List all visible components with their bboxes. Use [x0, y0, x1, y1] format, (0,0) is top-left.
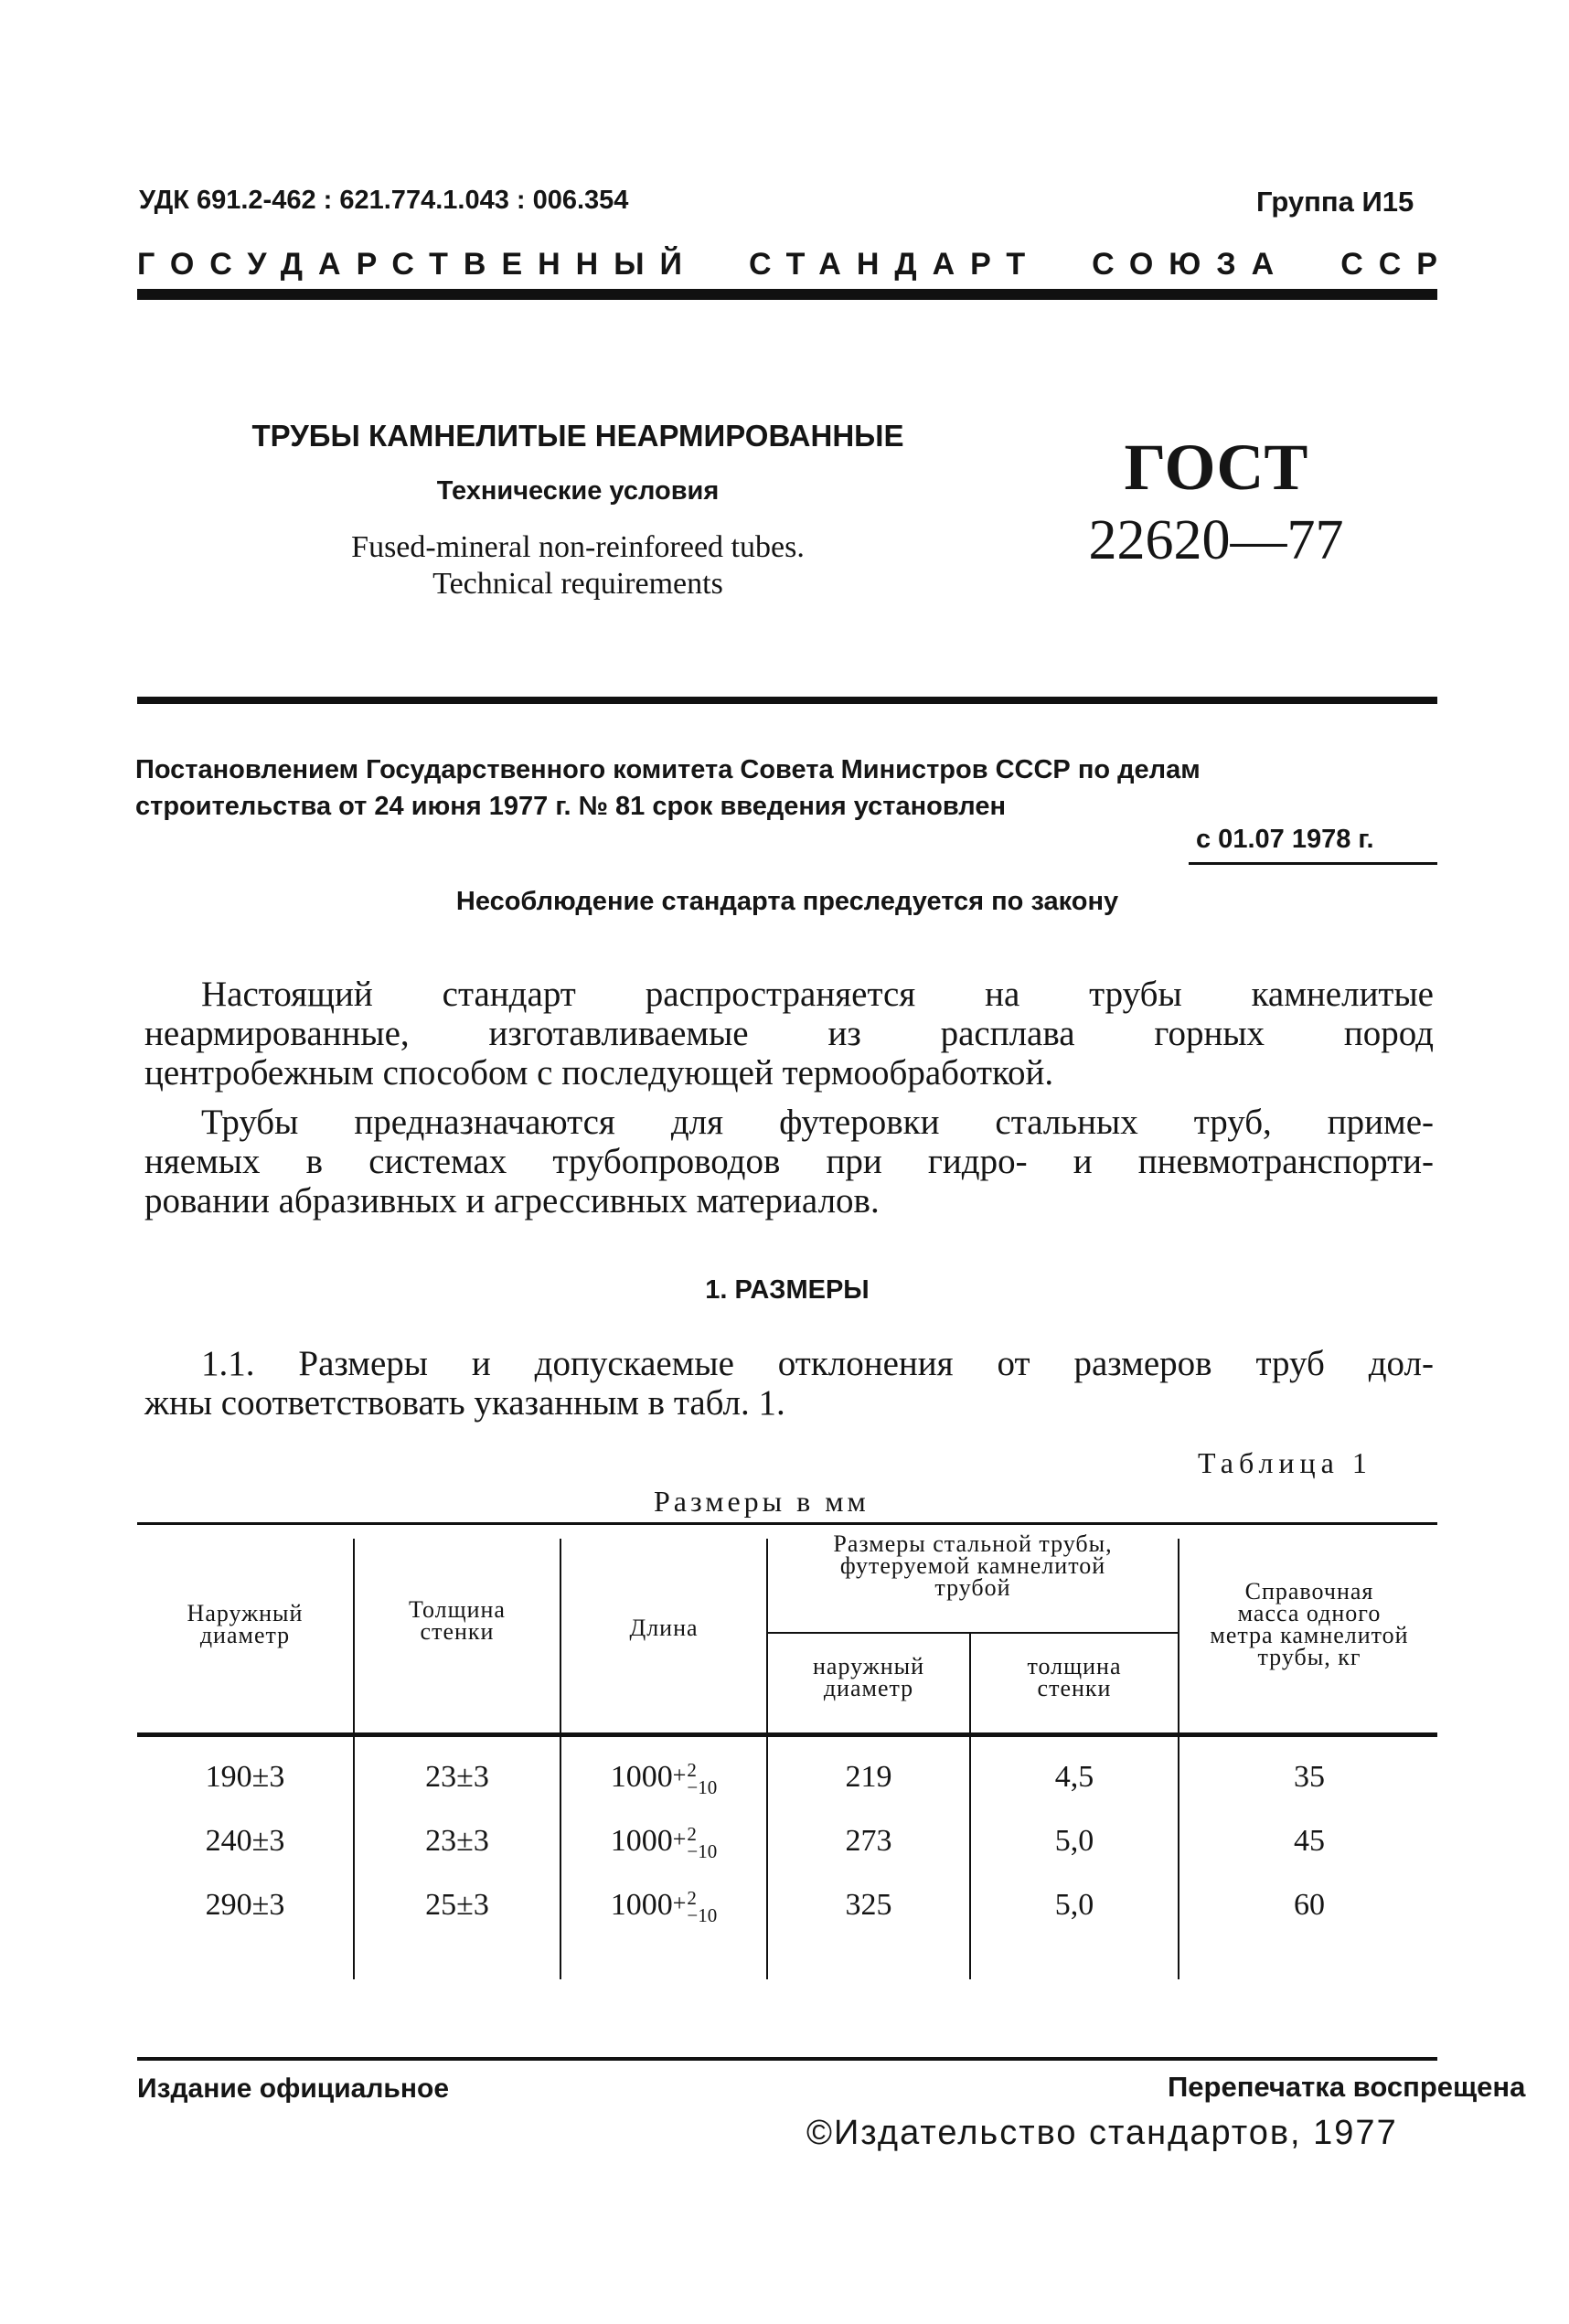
header-text: диаметр — [823, 1675, 914, 1701]
header-text: толщина — [1027, 1653, 1122, 1679]
subheader-rule — [768, 1632, 1179, 1634]
header-text: Наружный — [187, 1600, 304, 1626]
table-caption: Таблица 1 — [1198, 1446, 1372, 1479]
english-title-line-2: Technical requirements — [432, 567, 723, 601]
date-underline — [1189, 862, 1437, 865]
document-subtitle: Технические условия — [436, 476, 720, 506]
text-line: няемых в системах трубопроводов при гидро- и пневмотранспорти- — [144, 1142, 1434, 1181]
cell-outer-diameter: 290±3 — [205, 1888, 285, 1922]
cell-wall: 23±3 — [425, 1760, 489, 1794]
standard-word: СОЮЗА — [1092, 247, 1290, 282]
length-base: 1000 — [610, 1760, 673, 1794]
text-line: центробежным способом с последующей термообработкой. — [144, 1053, 1054, 1093]
document-title: ТРУБЫ КАМНЕЛИТЫЕ НЕАРМИРОВАННЫЕ — [251, 419, 904, 453]
cell-length — [561, 1823, 766, 1863]
header-text: наружный — [812, 1653, 925, 1679]
intro-paragraph-2 — [144, 1103, 1434, 1221]
text-line: Настоящий стандарт распространяется на трубы камнелитые — [201, 975, 1434, 1014]
header-text: Размеры стальной трубы, — [833, 1530, 1113, 1557]
cell-length — [561, 1887, 766, 1927]
cell-steel-wall: 5,0 — [1054, 1888, 1094, 1922]
table-row — [137, 1760, 1437, 1815]
length-tolerance — [687, 1887, 718, 1927]
intro-paragraph-1 — [144, 975, 1434, 1093]
length-tolerance — [687, 1823, 718, 1863]
header-text: стенки — [1037, 1675, 1112, 1701]
tolerance-upper: 2 — [687, 1887, 697, 1910]
text-line: 1.1. Размеры и допускаемые отклонения от размеров труб дол- — [201, 1344, 1434, 1383]
header-mass — [1179, 1578, 1439, 1670]
reprint-prohibited: Перепечатка воспрещена — [1168, 2071, 1526, 2103]
english-title-line-1: Fused-mineral non-reinforeed tubes. — [351, 530, 805, 564]
tolerance-lower: −10 — [687, 1904, 718, 1927]
standard-header — [137, 247, 1453, 283]
length-tolerance — [687, 1759, 718, 1799]
header-steel-outer — [768, 1653, 969, 1701]
effective-date: с 01.07 1978 г. — [1196, 825, 1374, 854]
text-line: жны соответствовать указанным в табл. 1. — [144, 1383, 785, 1423]
cell-steel-wall: 5,0 — [1054, 1824, 1094, 1858]
footer-rule — [137, 2057, 1437, 2061]
cell-mass: 60 — [1294, 1888, 1325, 1922]
standard-word: ССР — [1340, 247, 1453, 282]
tolerance-upper: 2 — [687, 1823, 697, 1846]
group-code: Группа И15 — [1256, 186, 1414, 218]
text-line: Трубы предназначаются для футеровки стальных труб, приме- — [201, 1103, 1434, 1142]
cell-length — [561, 1759, 766, 1799]
table-header-rule — [137, 1732, 1437, 1737]
cell-mass: 35 — [1294, 1760, 1325, 1794]
cell-outer-diameter: 240±3 — [205, 1824, 285, 1858]
cell-mass: 45 — [1294, 1824, 1325, 1858]
standard-word: ГОСУДАРСТВЕННЫЙ — [137, 247, 698, 282]
header-steel-wall — [971, 1653, 1178, 1701]
cell-outer-diameter: 190±3 — [205, 1760, 285, 1794]
header-text: масса одного — [1237, 1600, 1382, 1626]
header-steel-group — [768, 1530, 1178, 1601]
standard-word: СТАНДАРТ — [748, 247, 1041, 282]
cell-steel-outer: 273 — [845, 1824, 892, 1858]
header-outer-diameter — [137, 1600, 353, 1648]
tolerance-upper: 2 — [687, 1759, 697, 1782]
section-paragraph — [144, 1344, 1434, 1423]
section-title: 1. РАЗМЕРЫ — [705, 1275, 870, 1305]
table-row — [137, 1824, 1437, 1879]
table-top-rule — [137, 1522, 1437, 1525]
header-text: Толщина — [409, 1596, 506, 1623]
title-rule — [137, 697, 1437, 704]
header-text: трубы, кг — [1257, 1644, 1361, 1670]
decree-line-2: строительства от 24 июня 1977 г. № 81 срок введения установлен — [135, 792, 1006, 821]
table-row — [137, 1888, 1437, 1943]
cell-steel-outer: 219 — [845, 1760, 892, 1794]
header-text: Длина — [629, 1615, 699, 1641]
header-rule — [137, 289, 1437, 300]
legal-notice: Несоблюдение стандарта преследуется по закону — [455, 887, 1119, 916]
cell-wall: 25±3 — [425, 1888, 489, 1922]
header-text: стенки — [420, 1618, 495, 1645]
publisher-copyright: ©Издательство стандартов, 1977 — [806, 2114, 1398, 2152]
gost-number: 22620—77 — [1088, 509, 1344, 571]
official-edition: Издание официальное — [137, 2073, 450, 2104]
length-base: 1000 — [610, 1888, 673, 1922]
length-base: 1000 — [610, 1824, 673, 1858]
dimensions-table — [137, 1522, 1437, 1979]
udk-code: УДК 691.2-462 : 621.774.1.043 : 006.354 — [139, 186, 629, 215]
header-length — [561, 1617, 766, 1639]
text-line: неармированные, изготавливаемые из расплава горных пород — [144, 1014, 1434, 1053]
tolerance-sign: + — [672, 1762, 687, 1788]
tolerance-lower: −10 — [687, 1776, 718, 1799]
tolerance-lower: −10 — [687, 1840, 718, 1863]
decree-line-1: Постановлением Государственного комитета Совета Министров СССР по делам — [135, 755, 1201, 784]
header-text: метра камнелитой — [1210, 1622, 1409, 1648]
table-units: Размеры в мм — [654, 1485, 870, 1518]
header-text: футеруемой камнелитой — [839, 1552, 1106, 1579]
cell-steel-wall: 4,5 — [1054, 1760, 1094, 1794]
cell-steel-outer: 325 — [845, 1888, 892, 1922]
gost-label: ГОСТ — [1124, 431, 1308, 504]
header-text: диаметр — [199, 1622, 291, 1648]
text-line: ровании абразивных и агрессивных материалов. — [144, 1181, 880, 1221]
tolerance-sign: + — [672, 1826, 687, 1852]
header-text: трубой — [934, 1574, 1011, 1601]
cell-wall: 23±3 — [425, 1824, 489, 1858]
header-wall — [355, 1596, 560, 1645]
header-text: Справочная — [1244, 1578, 1374, 1604]
tolerance-sign: + — [672, 1890, 687, 1916]
